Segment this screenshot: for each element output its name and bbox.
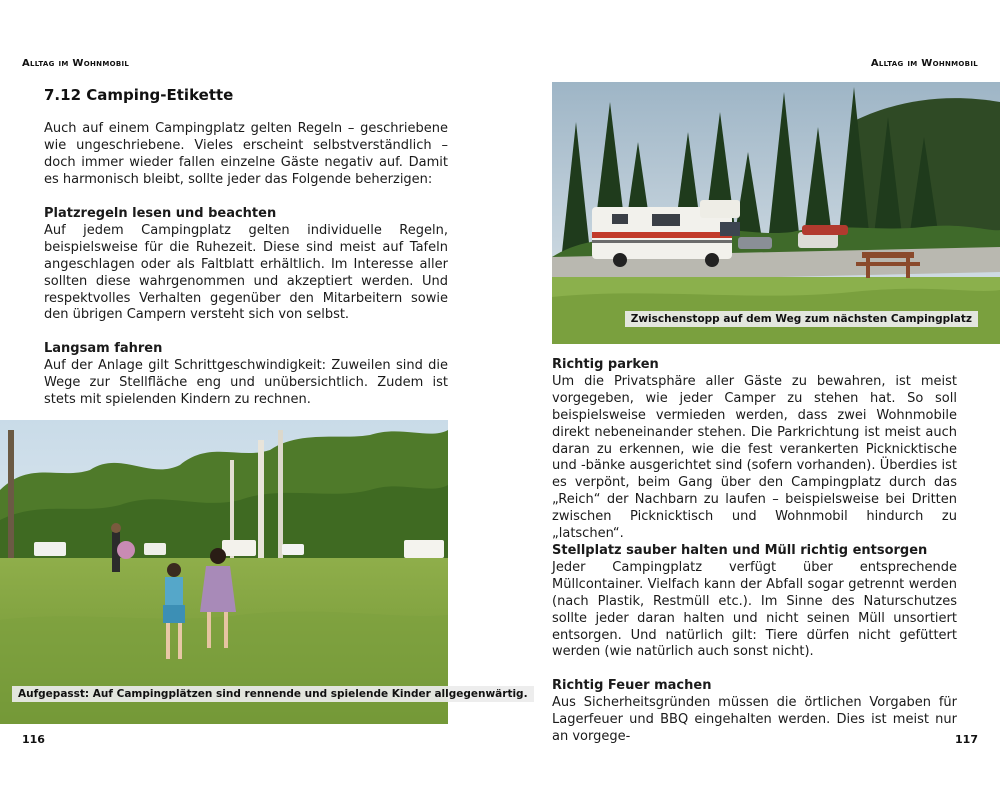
section-langsam-fahren <box>44 341 448 409</box>
running-head-right: Alltag im Wohnmobil <box>870 58 978 69</box>
section-title: 7.12 Camping-Etikette <box>44 86 234 104</box>
section-text: Jeder Campingplatz verfügt über entsprechende Müllcontainer. Vielfach kann der Abfall sogar getrennt werden (nach Plastik, Restmüll etc.). Im Sinne des Naturschutzes sollte jeder daran halten und nicht seinen Müll unsortiert entsorgen. Und natürlich gilt: Tiere dürfen nicht gefüttert werden (wie natürlich auch sonst nicht). <box>552 559 957 660</box>
page-number-left: 116 <box>22 733 45 746</box>
section-heading: Stellplatz sauber halten und Müll richtig entsorgen <box>552 543 928 558</box>
section-heading: Langsam fahren <box>44 341 163 356</box>
intro-block <box>44 121 448 189</box>
photo-children-running <box>0 420 528 724</box>
photo-caption-left: Aufgepasst: Auf Campingplätzen sind rennende und spielende Kinder allgegenwärtig. <box>12 686 534 702</box>
intro-paragraph: Auch auf einem Campingplatz gelten Regeln – geschriebene wie ungeschriebene. Vieles erscheint selbstverständlich – doch immer wieder fallen einzelne Gäste negativ auf. Damit es harmonisch bleibt, sollte jeder das Folgende beherzigen: <box>44 121 448 187</box>
page-number-right: 117 <box>955 733 978 746</box>
photo-children-running-image <box>0 420 448 724</box>
photo-caption-right: Zwischenstopp auf dem Weg zum nächsten Campingplatz <box>625 311 978 327</box>
section-text: Auf der Anlage gilt Schrittgeschwindigkeit: Zuweilen sind die Wege zur Stellfläche eng und unübersichtlich. Zudem ist stets mit spielenden Kindern zu rechnen. <box>44 357 448 407</box>
section-feuer-machen <box>552 678 957 746</box>
photo-rv-campground <box>552 82 1000 344</box>
section-text: Aus Sicherheitsgründen müssen die örtlichen Vorgaben für Lagerfeuer und BBQ eingehalten werden. Dies ist meist nur an vorgege- <box>552 694 957 744</box>
photo-rv-campground-image <box>552 82 1000 344</box>
section-text: Um die Privatsphäre aller Gäste zu bewahren, ist meist vorgegeben, wie jeder Camper zu stehen hat. So soll beispielsweise vermieden werden, dass zwei Wohnmobile direkt nebeneinander stehen. Die Parkrichtung ist meist auch daran zu erkennen, wie die fest verankerten Picknicktische und -bänke ausgerichtet sind (sofern vorhanden). Überdies ist es verpönt, beim Gang über den Campingplatz durch das „Reich“ der Nachbarn zu laufen – beispielsweise bei Dritten zwischen Picknicktisch und Wohnmobil hindurch zu „latschen“. <box>552 373 957 542</box>
section-text: Auf jedem Campingplatz gelten individuelle Regeln, beispielsweise für die Ruhezeit. Diese sind meist auf Tafeln angeschlagen oder als Faltblatt erhältlich. Im Interesse aller sollten diese wahrgenommen und akzeptiert werden. Und respektvolles Verhalten gegenüber den Mitarbeitern sowie den übrigen Campern versteht sich von selbst. <box>44 222 448 323</box>
section-heading: Richtig Feuer machen <box>552 678 712 693</box>
right-page <box>500 0 1000 800</box>
section-stellplatz-muell <box>552 543 957 661</box>
running-head-left: Alltag im Wohnmobil <box>22 58 130 69</box>
section-heading: Platzregeln lesen und beachten <box>44 206 277 221</box>
section-richtig-parken <box>552 357 957 543</box>
section-platzregeln <box>44 206 448 324</box>
section-heading: Richtig parken <box>552 357 659 372</box>
